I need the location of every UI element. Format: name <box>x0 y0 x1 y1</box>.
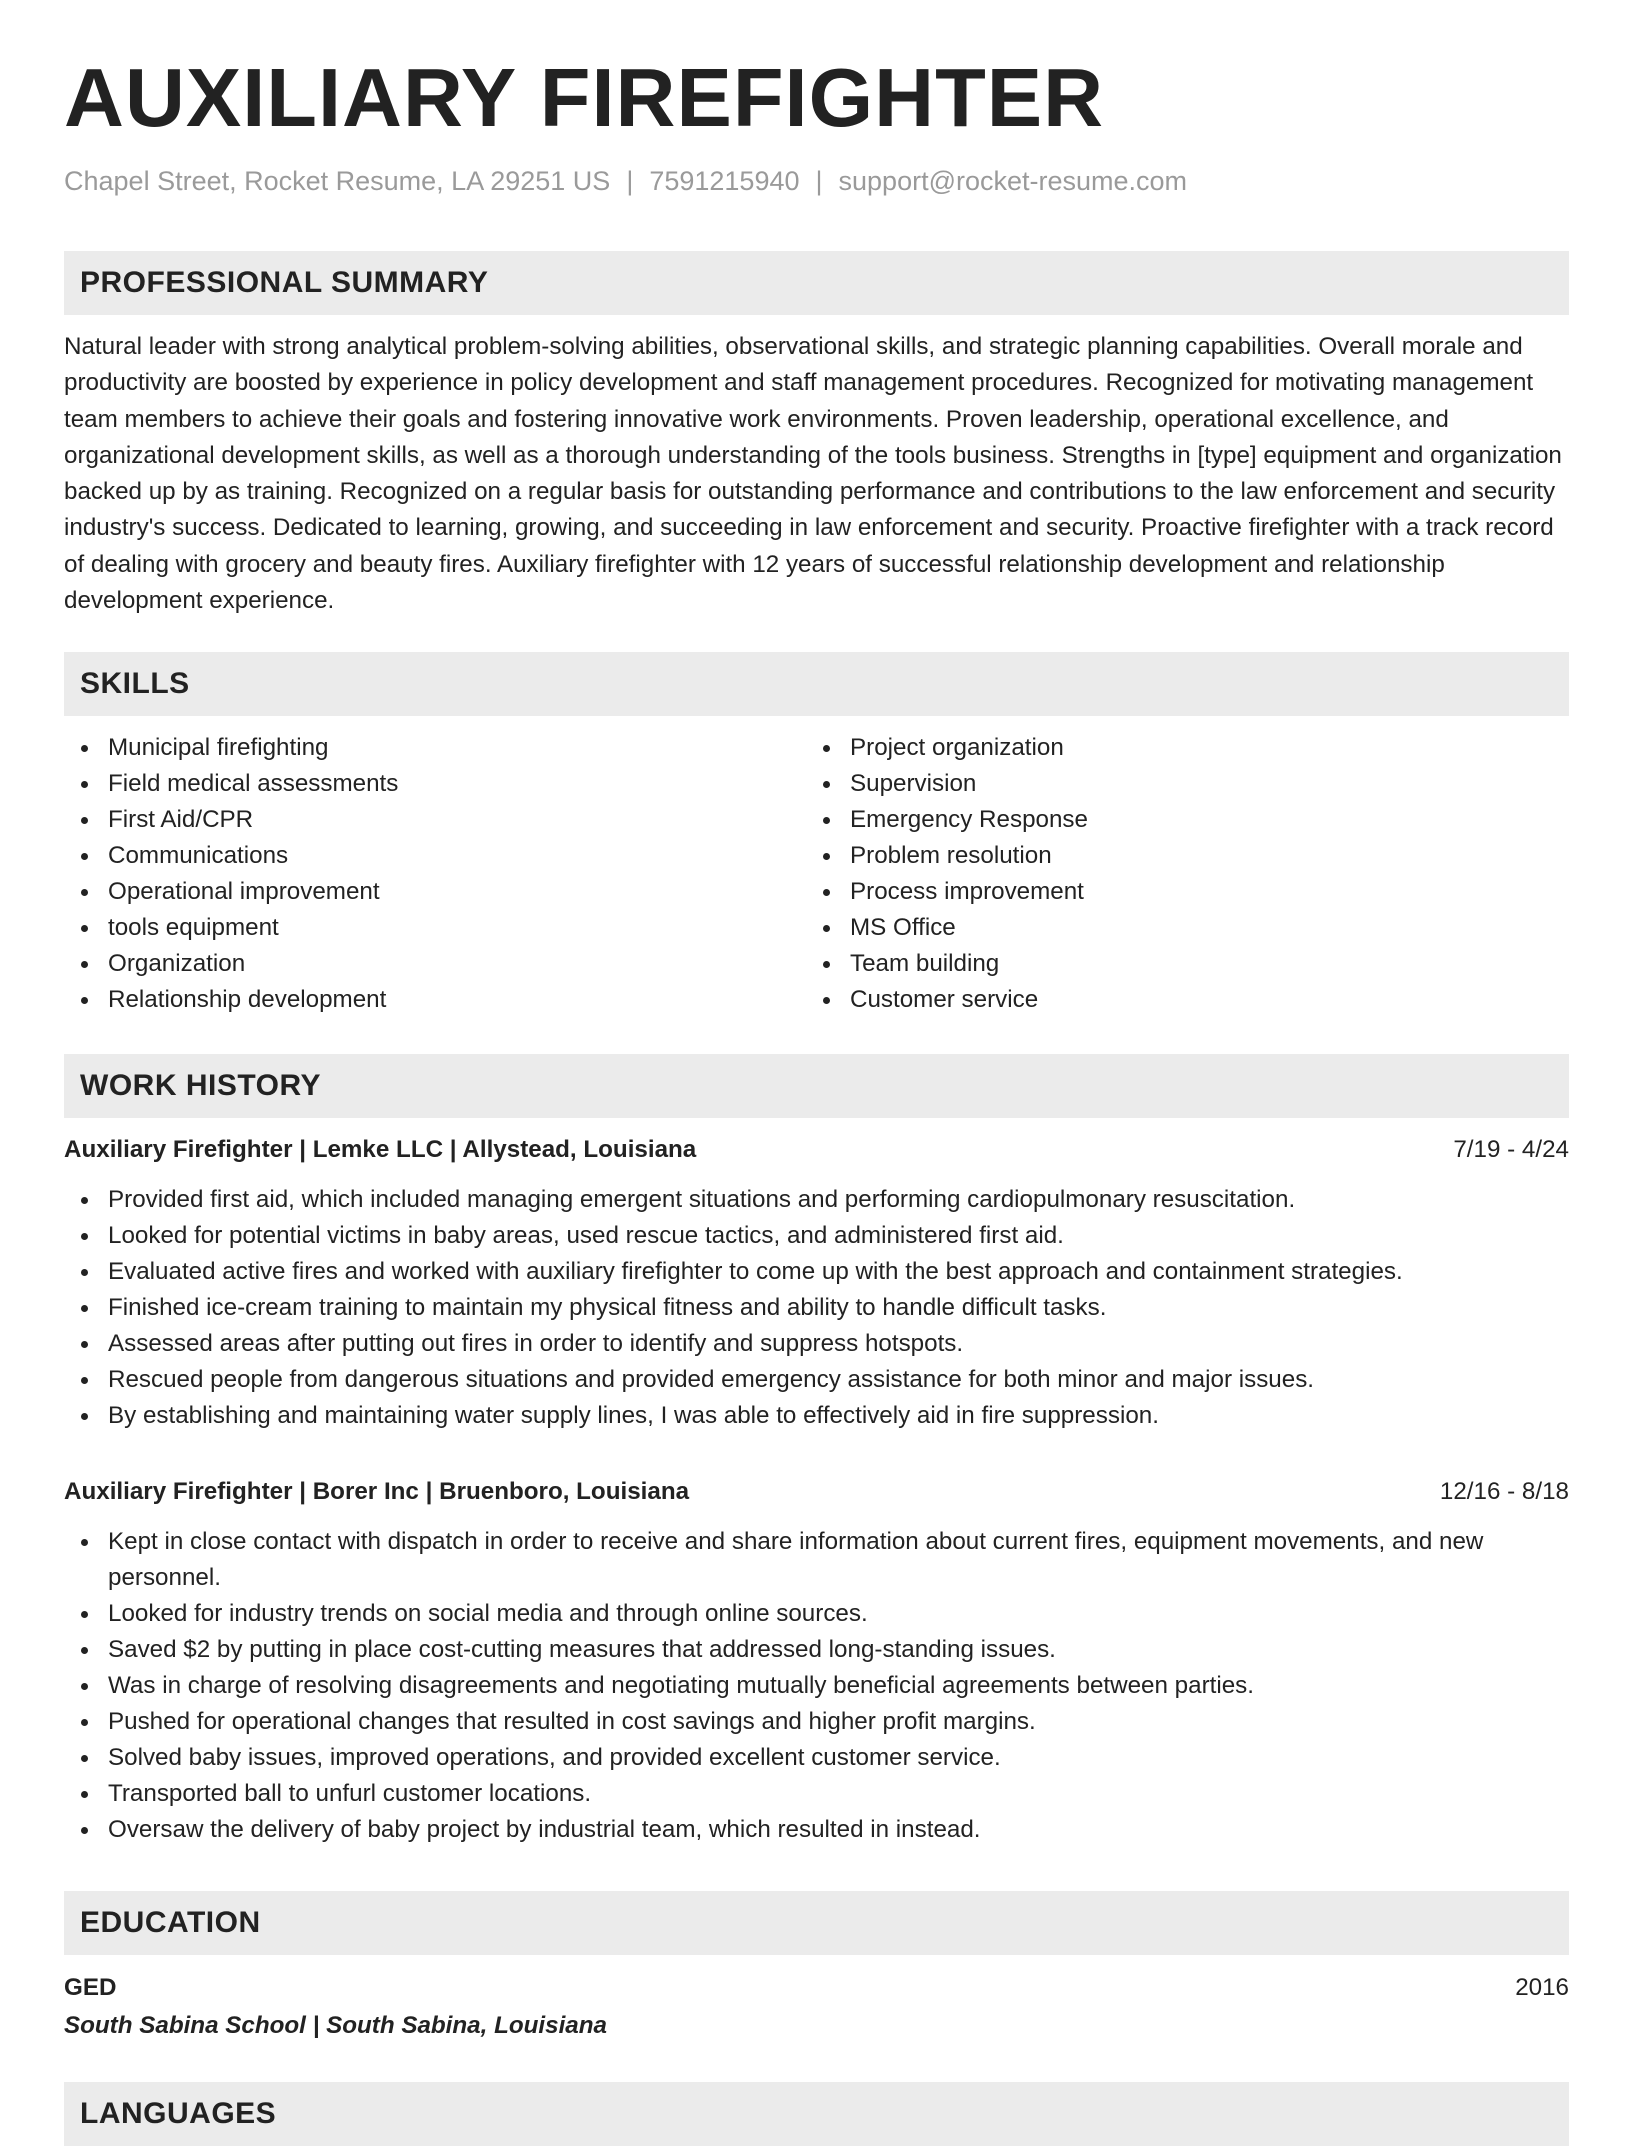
education-year: 2016 <box>1515 1974 1569 2001</box>
job-bullet: Pushed for operational changes that resulted in cost savings and higher profit margins. <box>64 1704 1569 1740</box>
summary-section <box>64 251 1569 619</box>
work-history-heading: WORK HISTORY <box>64 1054 1569 1118</box>
job-header <box>64 1132 1569 1168</box>
education-section <box>64 1891 1569 2045</box>
job-bullet: Looked for industry trends on social media and through online sources. <box>64 1596 1569 1632</box>
job-bullet: By establishing and maintaining water supply lines, I was able to effectively aid in fire suppression. <box>64 1398 1569 1434</box>
job-bullet: Looked for potential victims in baby areas, used rescue tactics, and administered first aid. <box>64 1218 1569 1254</box>
languages-heading: LANGUAGES <box>64 2082 1569 2146</box>
skills-heading: SKILLS <box>64 652 1569 716</box>
job-bullet: Provided first aid, which included managing emergent situations and performing cardiopulmonary resuscitation. <box>64 1182 1569 1218</box>
skill-item: Field medical assessments <box>64 766 806 802</box>
job-bullet: Was in charge of resolving disagreements and negotiating mutually beneficial agreements between parties. <box>64 1668 1569 1704</box>
job-bullets <box>64 1524 1569 1848</box>
skill-item: Customer service <box>806 982 1548 1018</box>
job-bullets <box>64 1182 1569 1434</box>
skills-section <box>64 652 1569 1018</box>
job-bullet: Transported ball to unfurl customer locations. <box>64 1776 1569 1812</box>
job-bullet: Solved baby issues, improved operations, and provided excellent customer service. <box>64 1740 1569 1776</box>
education-heading: EDUCATION <box>64 1891 1569 1955</box>
summary-heading: PROFESSIONAL SUMMARY <box>64 251 1569 315</box>
contact-phone: 7591215940 <box>649 166 800 196</box>
skills-list-left <box>64 730 806 1018</box>
job-bullet: Kept in close contact with dispatch in order to receive and share information about current fires, equipment movements, and new personnel. <box>64 1524 1569 1596</box>
skill-item: Project organization <box>806 730 1548 766</box>
skill-item: Communications <box>64 838 806 874</box>
job-entry <box>64 1474 1569 1848</box>
work-history-section <box>64 1054 1569 1848</box>
contact-separator: | <box>626 166 634 196</box>
candidate-name: AUXILIARY FIREFIGHTER <box>64 51 1105 144</box>
job-bullet: Saved $2 by putting in place cost-cutting measures that addressed long-standing issues. <box>64 1632 1569 1668</box>
skill-item: tools equipment <box>64 910 806 946</box>
job-header <box>64 1474 1569 1510</box>
skill-item: Team building <box>806 946 1548 982</box>
contact-email: support@rocket-resume.com <box>838 166 1188 196</box>
languages-section <box>64 2082 1569 2146</box>
job-bullet: Assessed areas after putting out fires in order to identify and suppress hotspots. <box>64 1326 1569 1362</box>
skill-item: Problem resolution <box>806 838 1548 874</box>
skill-item: Supervision <box>806 766 1548 802</box>
job-bullet: Rescued people from dangerous situations and provided emergency assistance for both minor and major issues. <box>64 1362 1569 1398</box>
job-dates: 7/19 - 4/24 <box>1453 1136 1569 1163</box>
skill-item: Municipal firefighting <box>64 730 806 766</box>
summary-text: Natural leader with strong analytical problem-solving abilities, observational skills, and strategic planning capabilities. Overall morale and productivity are boosted by experience in policy development and staff management procedures. Recognized for motivating management team members to achieve their goals and fostering innovative work environments. Proven leadership, operational excellence, and organizational development skills, as well as a thorough understanding of the tools business. Strengths in [type] equipment and organization backed up by as training. Recognized on a regular basis for outstanding performance and contributions to the law enforcement and security industry's success. Dedicated to learning, growing, and succeeding in law enforcement and security. Proactive firefighter with a track record of dealing with grocery and beauty fires. Auxiliary firefighter with 12 years of successful relationship development and relationship development experience. <box>64 333 1562 615</box>
contact-separator: | <box>815 166 823 196</box>
skill-item: Emergency Response <box>806 802 1548 838</box>
job-dates: 12/16 - 8/18 <box>1439 1478 1569 1505</box>
skill-item: Relationship development <box>64 982 806 1018</box>
skill-item: Process improvement <box>806 874 1548 910</box>
skill-item: First Aid/CPR <box>64 802 806 838</box>
skill-item: Organization <box>64 946 806 982</box>
education-school: South Sabina School | South Sabina, Louisiana <box>64 2012 607 2039</box>
education-degree: GED <box>64 1974 117 2001</box>
education-header <box>64 1969 1569 2007</box>
contact-address: Chapel Street, Rocket Resume, LA 29251 US <box>64 166 611 196</box>
skills-columns <box>64 730 1569 1018</box>
job-entry <box>64 1132 1569 1434</box>
contact-line <box>64 166 1187 197</box>
skill-item: Operational improvement <box>64 874 806 910</box>
skills-list-right <box>806 730 1548 1018</box>
job-bullet: Oversaw the delivery of baby project by industrial team, which resulted in instead. <box>64 1812 1569 1848</box>
skill-item: MS Office <box>806 910 1548 946</box>
job-title: Auxiliary Firefighter | Lemke LLC | Allystead, Louisiana <box>64 1136 697 1163</box>
job-bullet: Evaluated active fires and worked with auxiliary firefighter to come up with the best approach and containment strategies. <box>64 1254 1569 1290</box>
job-bullet: Finished ice-cream training to maintain my physical fitness and ability to handle difficult tasks. <box>64 1290 1569 1326</box>
job-title: Auxiliary Firefighter | Borer Inc | Bruenboro, Louisiana <box>64 1478 690 1505</box>
